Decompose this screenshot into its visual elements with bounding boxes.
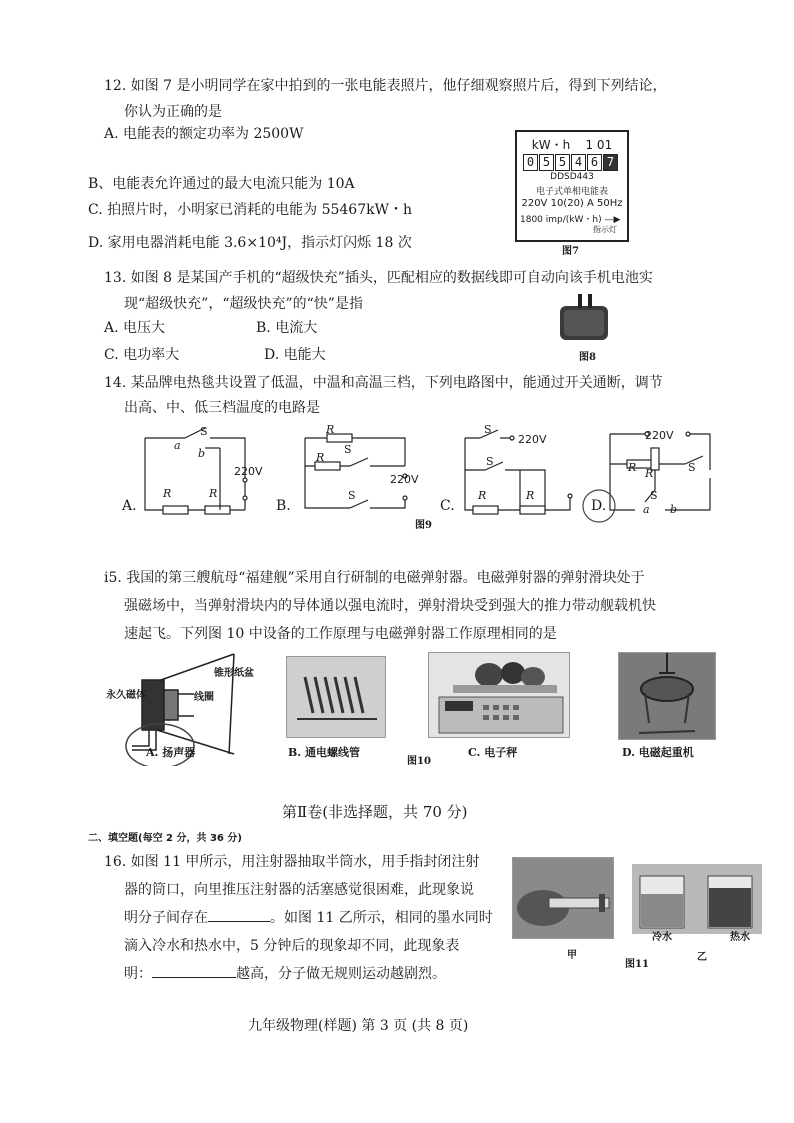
q14-stem-line2: 出高、中、低三档温度的电路是: [124, 400, 320, 416]
meter-code: 1 01: [585, 138, 613, 152]
q12-option-a: A. 电能表的额定功率为 2500W: [104, 126, 304, 142]
meter-model: DDSD443: [550, 172, 594, 182]
fig7-caption: 图7: [562, 246, 579, 257]
circuit-a: [145, 428, 247, 514]
circuit-b-s2: S: [344, 443, 352, 456]
meter-digit: 5: [539, 154, 554, 171]
q16-line5-b: 越高，分子做无规则运动越剧烈。: [236, 966, 446, 982]
fig10-d-label: D. 电磁起重机: [622, 746, 694, 759]
q12-option-d: D. 家用电器消耗电能 3.6×10⁴J，指示灯闪烁 18 次: [88, 235, 412, 251]
circuit-a-a: a: [174, 439, 181, 452]
q13-stem-line1: 13. 如图 8 是某国产手机的“超级快充”插头，匹配相应的数据线即可自动向该手机电池实: [104, 270, 653, 286]
indicator-arrow-icon: —▶: [604, 215, 621, 225]
q16-line3-b: 。如图 11 乙所示，相同的墨水同时: [270, 910, 493, 926]
fig9-caption: 图9: [415, 520, 432, 531]
loudspeaker-coil-label: 线圈: [194, 692, 214, 703]
q16-line2: 器的筒口，向里推压注射器的活塞感觉很困难，此现象说: [124, 882, 474, 898]
circuit-d-a: a: [643, 503, 650, 516]
q13-option-b: B. 电流大: [256, 320, 318, 336]
loudspeaker-magnet-label: 永久磁体: [106, 690, 146, 701]
q16-line4: 滴入冷水和热水中，5 分钟后的现象却不同，此现象表: [124, 938, 460, 954]
electromagnetic-crane-photo: [618, 652, 716, 740]
q12-stem-line2: 你认为正确的是: [124, 104, 222, 120]
q16-line5: [124, 960, 524, 988]
circuit-c-label: C.: [440, 498, 455, 514]
circuit-a-label: A.: [122, 498, 137, 514]
meter-digit: 6: [587, 154, 602, 171]
fig11-yi-label: 乙: [697, 952, 707, 963]
cold-water-label: 冷水: [652, 932, 672, 943]
circuit-a-r1: R: [163, 487, 172, 500]
q13-option-d: D. 电能大: [264, 347, 326, 363]
q16-line1: 16. 如图 11 甲所示，用注射器抽取半筒水，用手指封闭注射: [104, 854, 480, 870]
q14-stem-line1: 14. 某品牌电热毯共设置了低温，中温和高温三档，下列电路图中，能通过开关通断，调节: [104, 375, 663, 391]
meter-imp: 1800 imp/(kW・h): [520, 215, 602, 225]
circuit-a-switch-label: S: [200, 425, 208, 438]
circuit-a-voltage: 220V: [234, 465, 263, 478]
circuit-b-voltage: 220V: [390, 473, 419, 486]
q16-line5-a: 明：: [124, 966, 152, 982]
q12-option-c: C. 拍照片时，小明家已消耗的电能为 55467kW・h: [88, 202, 412, 218]
meter-type: 电子式单相电能表: [535, 187, 608, 197]
q13-option-c: C. 电功率大: [104, 347, 180, 363]
meter-rating: 220V 10(20) A 50Hz: [521, 198, 623, 209]
circuit-b-s1: S: [348, 489, 356, 502]
q16-line3: [124, 904, 524, 932]
meter-unit: kW・h: [531, 138, 571, 152]
circuit-a-r2: R: [209, 487, 218, 500]
q16-answer-blank-1[interactable]: [208, 905, 270, 922]
circuit-d-s: S: [650, 489, 658, 502]
circuit-c-s1: S: [486, 455, 494, 468]
meter-digit: 7: [603, 154, 618, 171]
fig10-c-label: C. 电子秤: [468, 746, 518, 759]
circuit-c-r1: R: [526, 489, 535, 502]
electric-meter-figure: [515, 130, 629, 242]
q15-line1: i5. 我国的第三艘航母“福建舰”采用自行研制的电磁弹射器。电磁弹射器的弹射滑块处于: [104, 570, 645, 586]
fig11-jia-label: 甲: [567, 950, 577, 961]
fig10-a-label: A. 扬声器: [146, 746, 196, 759]
meter-digits: [523, 154, 619, 171]
circuit-d-s1: S: [688, 461, 696, 474]
circuit-a-b: b: [198, 447, 206, 460]
fig11-caption: 图11: [625, 959, 649, 970]
circuit-b-r1: R: [326, 423, 335, 436]
circuit-c-voltage: 220V: [518, 433, 547, 446]
circuit-d-voltage: 220V: [645, 429, 674, 442]
page-footer: 九年级物理(样题) 第 3 页 (共 8 页): [248, 1018, 469, 1034]
q12-option-b: B、电能表允许通过的最大电流只能为 10A: [88, 176, 355, 192]
circuit-c-s: S: [484, 423, 492, 436]
fig8-caption: 图8: [579, 352, 596, 363]
syringe-photo: [512, 857, 614, 939]
circuit-c-r2: R: [478, 489, 487, 502]
section-title: 第Ⅱ卷(非选择题，共 70 分): [282, 803, 468, 821]
q16-answer-blank-2[interactable]: [152, 961, 236, 978]
circuit-d-label: D.: [591, 498, 607, 514]
q13-stem-line2: 现“超级快充”，“超级快充”的“快”是指: [124, 296, 363, 312]
loudspeaker-cone-label: 锥形纸盆: [214, 668, 254, 679]
meter-digit: 5: [555, 154, 570, 171]
meter-indicator-label: 指示灯: [593, 225, 617, 234]
solenoid-photo: [286, 656, 386, 738]
charger-plug-figure: [556, 292, 616, 348]
meter-digit: 0: [523, 154, 538, 171]
q12-stem-line1: 12. 如图 7 是小明同学在家中拍到的一张电能表照片，他仔细观察照片后，得到下列结论，: [104, 78, 667, 94]
section-subtitle: 二、填空题(每空 2 分，共 36 分): [88, 833, 242, 844]
beakers-photo: [632, 864, 762, 934]
hot-water-label: 热水: [730, 932, 750, 943]
circuit-d-b: b: [670, 503, 678, 516]
fig10-b-label: B. 通电螺线管: [288, 746, 360, 759]
circuit-b-label: B.: [276, 498, 291, 514]
circuit-d-r2: R: [645, 467, 654, 480]
circuit-d-r1: R: [628, 461, 637, 474]
q16-line3-a: 明分子间存在: [124, 910, 208, 926]
fig10-caption: 图10: [407, 756, 431, 767]
circuit-b-r2: R: [316, 451, 325, 464]
electronic-scale-photo: [428, 652, 570, 738]
q13-option-a: A. 电压大: [104, 320, 166, 336]
q15-line2: 强磁场中，当弹射滑块内的导体通以强电流时，弹射滑块受到强大的推力带动舰载机快: [124, 598, 656, 614]
q15-line3: 速起飞。下列图 10 中设备的工作原理与电磁弹射器工作原理相同的是: [124, 626, 557, 642]
meter-digit: 4: [571, 154, 586, 171]
